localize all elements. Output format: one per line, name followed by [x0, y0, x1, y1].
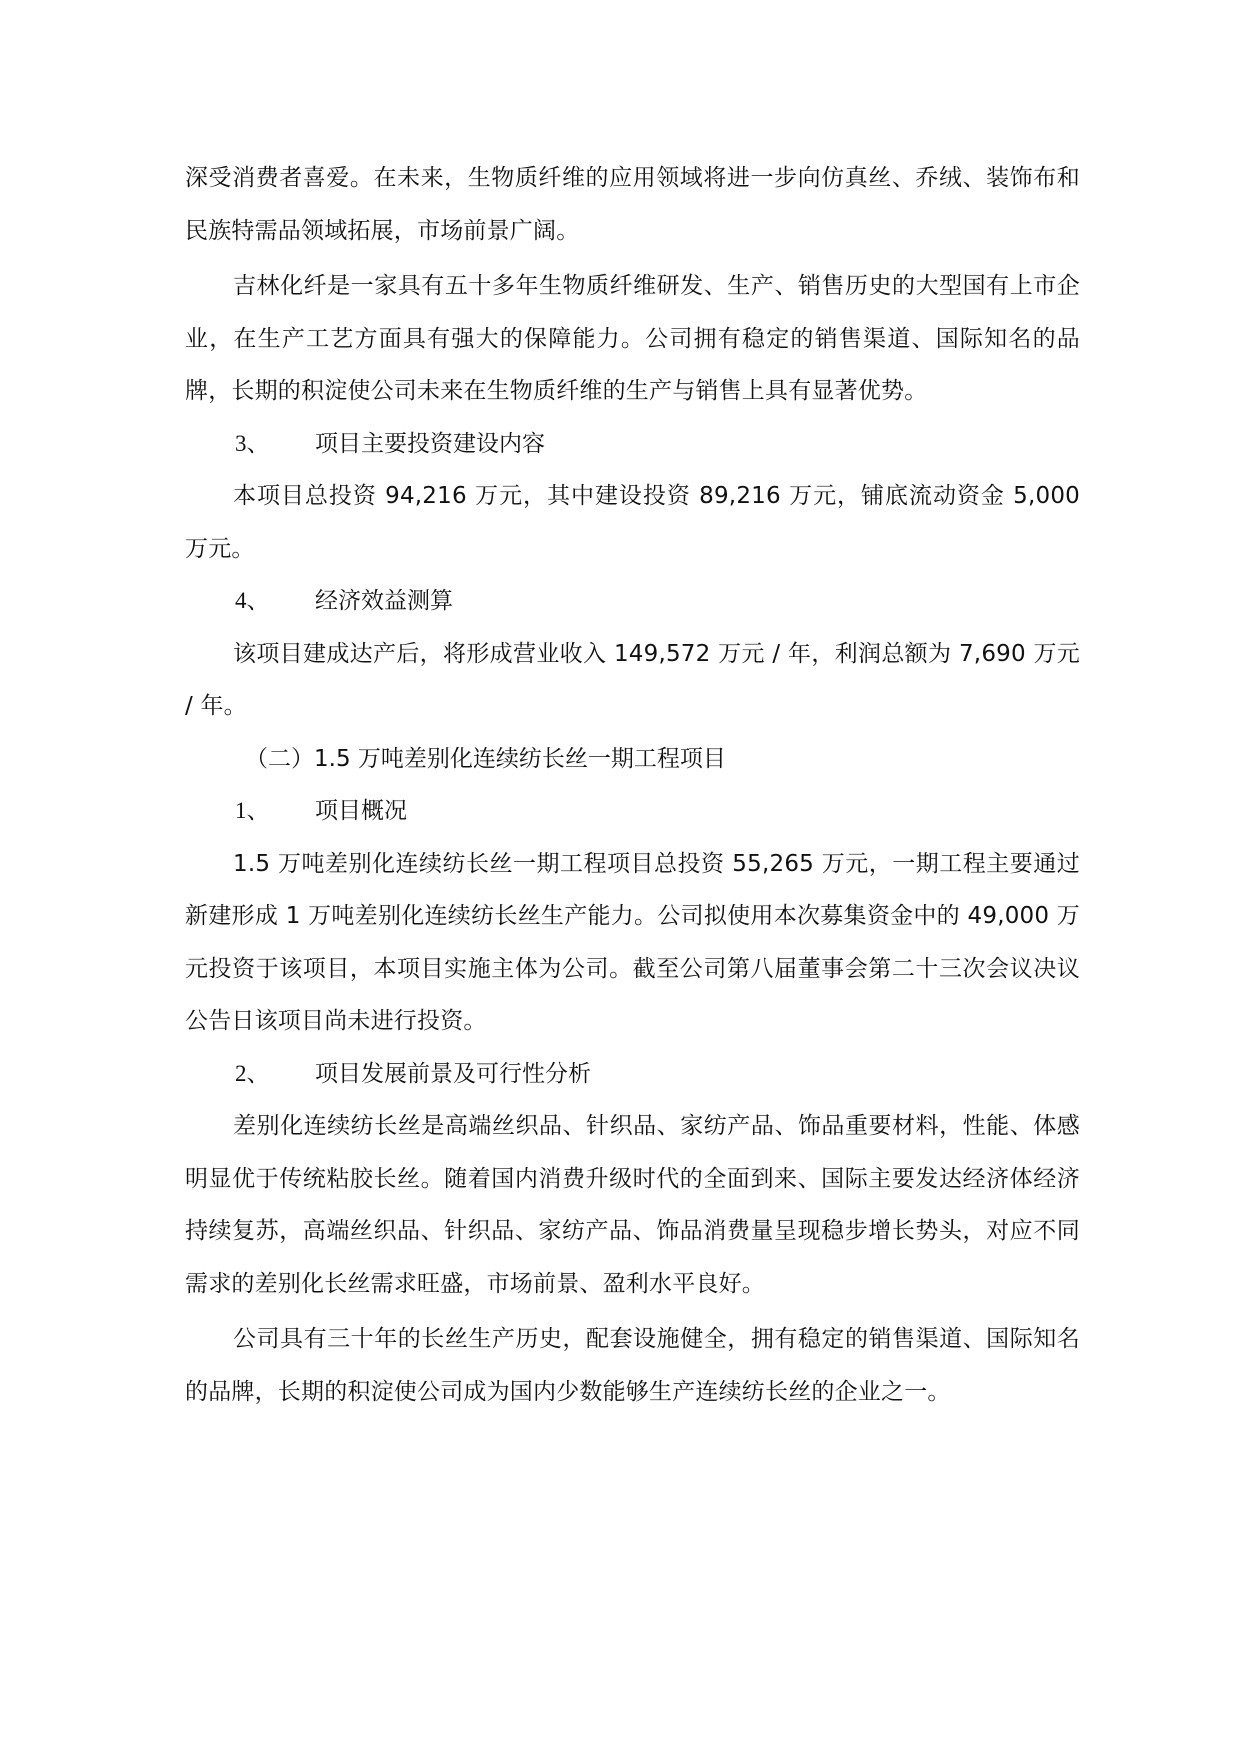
paragraph-company-advantage: 吉林化纤是一家具有五十多年生物质纤维研发、生产、销售历史的大型国有上市企业，在生产工艺方面具有强大的保障能力。公司拥有稳定的销售渠道、国际知名的品牌，长期的积淀使公司未来在生物质纤维的生产与销售上具有显著优势。: [185, 273, 1080, 404]
paragraph-project-overview: 1.5 万吨差别化连续纺长丝一期工程项目总投资 55,265 万元，一期工程主要通过新建形成 1 万吨差别化连续纺长丝生产能力。公司拟使用本次募集资金中的 49,000 万元投资于该项目，本项目实施主体为公司。截至公司第八届董事会第二十三次会议决议公告日该项目尚未进行投资。: [185, 850, 1080, 1034]
heading-text: 项目发展前景及可行性分析: [315, 1060, 591, 1087]
heading-investment-content: [185, 418, 1080, 471]
paragraph-revenue-profit: 该项目建成达产后，将形成营业收入 149,572 万元 / 年，利润总额为 7,690 万元 / 年。: [185, 640, 1080, 719]
section-heading-filament-project: （二）1.5 万吨差别化连续纺长丝一期工程项目: [245, 745, 726, 772]
heading-text: 经济效益测算: [315, 588, 453, 614]
heading-number: 4、: [235, 588, 270, 613]
heading-feasibility: [185, 1048, 1080, 1101]
paragraph-market-outlook: 深受消费者喜爱。在未来，生物质纤维的应用领域将进一步向仿真丝、乔绒、装饰布和民族特需品领域拓展，市场前景广阔。: [185, 165, 1080, 244]
heading-project-overview: [185, 785, 1080, 838]
heading-text: 项目概况: [315, 798, 407, 824]
heading-economic-benefit: [185, 575, 1080, 628]
paragraph-company-history: 公司具有三十年的长丝生产历史，配套设施健全，拥有稳定的销售渠道、国际知名的品牌，长期的积淀使公司成为国内少数能够生产连续纺长丝的企业之一。: [185, 1326, 1080, 1405]
heading-number: 2、: [235, 1060, 270, 1086]
paragraph-investment-total: 本项目总投资 94,216 万元，其中建设投资 89,216 万元，铺底流动资金 5,000 万元。: [185, 483, 1080, 562]
heading-text: 项目主要投资建设内容: [315, 430, 545, 457]
document-body: [185, 152, 1080, 1418]
heading-number: 3、: [235, 430, 270, 456]
paragraph-feasibility: 差别化连续纺长丝是高端丝织品、针织品、家纺产品、饰品重要材料，性能、体感明显优于传统粘胶长丝。随着国内消费升级时代的全面到来、国际主要发达经济体经济持续复苏，高端丝织品、针织品、家纺产品、饰品消费量呈现稳步增长势头，对应不同需求的差别化长丝需求旺盛，市场前景、盈利水平良好。: [185, 1113, 1080, 1297]
heading-number: 1、: [235, 798, 270, 823]
